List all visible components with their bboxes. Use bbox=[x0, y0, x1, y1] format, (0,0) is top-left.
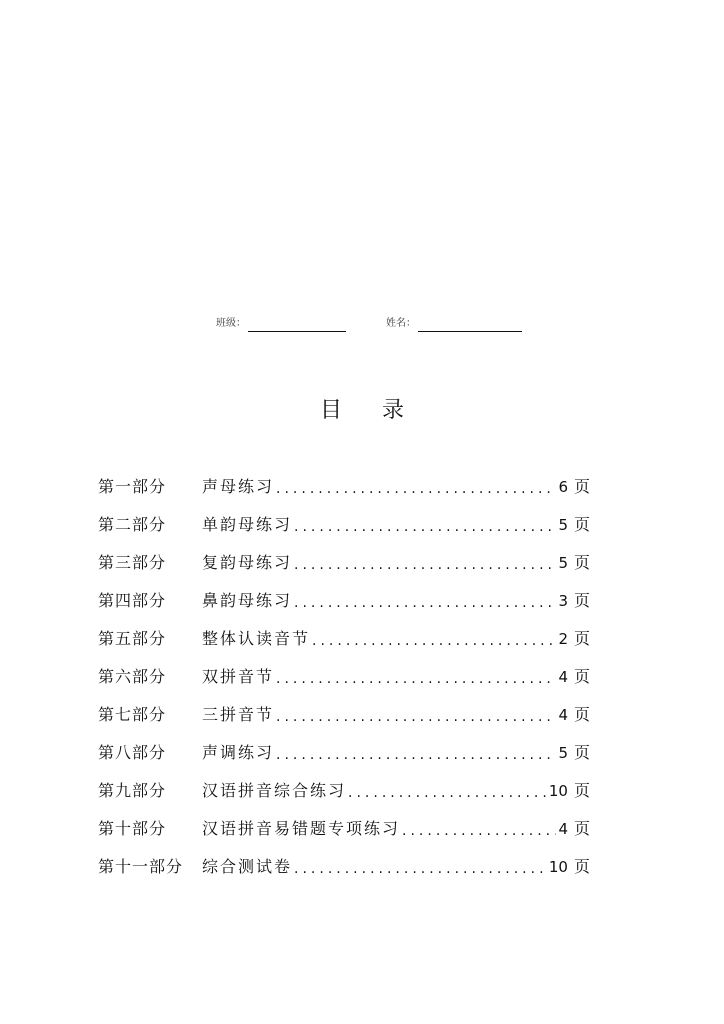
toc-entry-unit: 页 bbox=[573, 553, 590, 572]
toc-entry-page: 4 bbox=[558, 706, 568, 724]
dot-leader bbox=[276, 736, 556, 772]
dot-leader bbox=[276, 660, 556, 696]
toc-entry bbox=[98, 772, 590, 810]
toc-entry bbox=[98, 734, 590, 772]
dot-leader bbox=[294, 850, 547, 886]
toc-entry-topic: 声母练习 bbox=[202, 477, 275, 496]
toc-entry-unit: 页 bbox=[573, 857, 590, 876]
toc-entry-topic: 综合测试卷 bbox=[202, 857, 293, 876]
class-blank-line[interactable] bbox=[248, 321, 346, 332]
toc-entry-topic: 汉语拼音易错题专项练习 bbox=[202, 819, 401, 838]
toc-entry-topic: 鼻韵母练习 bbox=[202, 591, 293, 610]
class-label: 班级： bbox=[216, 318, 246, 329]
toc-entry-unit: 页 bbox=[573, 705, 590, 724]
toc-entry bbox=[98, 696, 590, 734]
dot-leader bbox=[294, 584, 556, 620]
toc-entry-part: 第八部分 bbox=[98, 743, 167, 762]
dot-leader bbox=[402, 812, 556, 848]
toc-entry-page: 10 bbox=[548, 782, 568, 800]
toc-entry bbox=[98, 848, 590, 886]
toc-entry-part: 第十部分 bbox=[98, 819, 167, 838]
toc-entry-unit: 页 bbox=[573, 629, 590, 648]
toc-entry bbox=[98, 582, 590, 620]
toc-entry bbox=[98, 544, 590, 582]
toc-entry-unit: 页 bbox=[573, 781, 590, 800]
toc-entry-topic: 单韵母练习 bbox=[202, 515, 293, 534]
toc-entry-page: 10 bbox=[548, 858, 568, 876]
toc-title-right: 录 bbox=[382, 398, 405, 423]
toc-entry-unit: 页 bbox=[573, 515, 590, 534]
toc-title-left: 目 bbox=[319, 398, 342, 423]
toc-entry-part: 第七部分 bbox=[98, 705, 167, 724]
toc-entry-part: 第二部分 bbox=[98, 515, 167, 534]
toc-entry-page: 5 bbox=[558, 554, 568, 572]
toc-entry-part: 第九部分 bbox=[98, 781, 167, 800]
toc-entry-part: 第五部分 bbox=[98, 629, 167, 648]
toc-entry-topic: 三拼音节 bbox=[202, 705, 275, 724]
name-blank-line[interactable] bbox=[418, 321, 522, 332]
class-field bbox=[216, 316, 346, 332]
toc-entry bbox=[98, 810, 590, 848]
dot-leader bbox=[276, 470, 556, 506]
toc-title bbox=[0, 394, 724, 428]
toc-entry-part: 第三部分 bbox=[98, 553, 167, 572]
toc-entry-topic: 汉语拼音综合练习 bbox=[202, 781, 347, 800]
toc-entry-page: 4 bbox=[558, 668, 568, 686]
toc-entry-page: 6 bbox=[558, 478, 568, 496]
toc-entry-page: 4 bbox=[558, 820, 568, 838]
toc-entry-page: 5 bbox=[558, 744, 568, 762]
toc-entry-part: 第四部分 bbox=[98, 591, 167, 610]
dot-leader bbox=[348, 774, 547, 810]
name-field bbox=[386, 316, 522, 332]
toc-entry-page: 2 bbox=[558, 630, 568, 648]
toc-list bbox=[98, 468, 590, 886]
toc-entry-unit: 页 bbox=[573, 819, 590, 838]
toc-entry-part: 第六部分 bbox=[98, 667, 167, 686]
toc-entry-topic: 复韵母练习 bbox=[202, 553, 293, 572]
toc-entry bbox=[98, 620, 590, 658]
dot-leader bbox=[294, 508, 556, 544]
toc-entry-unit: 页 bbox=[573, 477, 590, 496]
dot-leader bbox=[294, 546, 556, 582]
student-info bbox=[216, 316, 546, 336]
toc-entry bbox=[98, 468, 590, 506]
toc-entry-page: 3 bbox=[558, 592, 568, 610]
toc-entry-page: 5 bbox=[558, 516, 568, 534]
toc-entry bbox=[98, 658, 590, 696]
toc-entry-unit: 页 bbox=[573, 667, 590, 686]
toc-entry-topic: 声调练习 bbox=[202, 743, 275, 762]
dot-leader bbox=[312, 622, 556, 658]
toc-entry-unit: 页 bbox=[573, 743, 590, 762]
toc-entry-topic: 双拼音节 bbox=[202, 667, 275, 686]
toc-entry-topic: 整体认读音节 bbox=[202, 629, 311, 648]
toc-entry-part: 第十一部分 bbox=[98, 857, 184, 876]
toc-entry-unit: 页 bbox=[573, 591, 590, 610]
dot-leader bbox=[276, 698, 556, 734]
toc-entry bbox=[98, 506, 590, 544]
toc-entry-part: 第一部分 bbox=[98, 477, 167, 496]
name-label: 姓名： bbox=[386, 318, 416, 329]
